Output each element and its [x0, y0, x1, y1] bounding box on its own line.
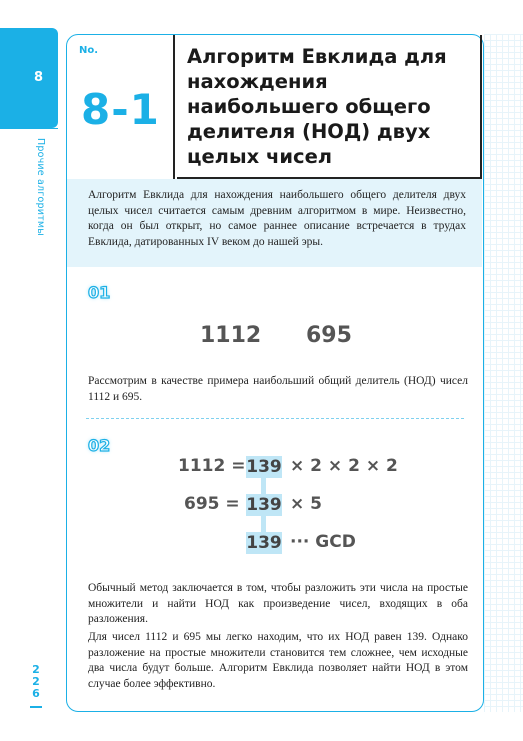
grid-margin — [484, 34, 523, 712]
gcd-highlight: 139 — [246, 533, 282, 553]
page-digit: 6 — [32, 687, 40, 700]
eq2-factors: × 5 — [290, 494, 322, 514]
number-b: 695 — [306, 323, 352, 348]
section-label: Прочие алгоритмы — [35, 138, 46, 236]
intro-text: Алгоритм Евклида для нахождения наибольшего общего делителя двух целых чисел считается самым древним алгоритмом в мире. Неизвестно, когда он был открыт, но самое раннее описание встречается в трудах Евклида, датированных IV веком до нашей эры. — [88, 189, 466, 248]
chapter-tab — [0, 28, 58, 128]
number-box — [67, 35, 175, 179]
eq1-factors: × 2 × 2 × 2 — [290, 456, 398, 476]
step-divider — [86, 418, 464, 419]
page-digit: 2 — [32, 663, 40, 676]
eq1-left: 1112 = — [178, 456, 246, 476]
tab-divider — [0, 128, 58, 129]
page-digit: 2 — [32, 675, 40, 688]
step1-text: Рассмотрим в качестве примера наибольший общий делитель (НОД) чисел 1112 и 695. — [88, 375, 468, 403]
chapter-number: 8 — [34, 70, 44, 85]
step-badge-01: 01 — [88, 283, 111, 302]
section-number: 8-1 — [81, 85, 160, 134]
step-badge-02: 02 — [88, 436, 111, 455]
no-label: No. — [79, 45, 99, 56]
gcd-connector — [261, 514, 266, 533]
eq2-left: 695 = — [184, 494, 240, 514]
page-title: Алгоритм Евклида для нахождения наибольшего общего делителя (НОД) двух целых чисел — [187, 45, 447, 168]
step2-text-2: Для чисел 1112 и 695 мы легко находим, что их НОД равен 139. Однако разложение на простые множители становится тем сложнее, чем исходные два числа будут больше. Алгоритм Евклида позволяет найти НОД в этом случае более эффективно. — [88, 631, 468, 690]
step2-text-1: Обычный метод заключается в том, чтобы разложить эти числа на простые множители и найти НОД как произведение чисел, входящих в оба разложения. — [88, 582, 468, 625]
number-a: 1112 — [200, 323, 262, 348]
title-box — [177, 35, 482, 179]
gcd-highlight: 139 — [246, 495, 282, 515]
gcd-label: ··· GCD — [290, 532, 356, 552]
gcd-highlight: 139 — [246, 457, 282, 477]
page-number — [30, 664, 42, 700]
card-header — [67, 35, 482, 179]
page-mark — [30, 706, 42, 708]
